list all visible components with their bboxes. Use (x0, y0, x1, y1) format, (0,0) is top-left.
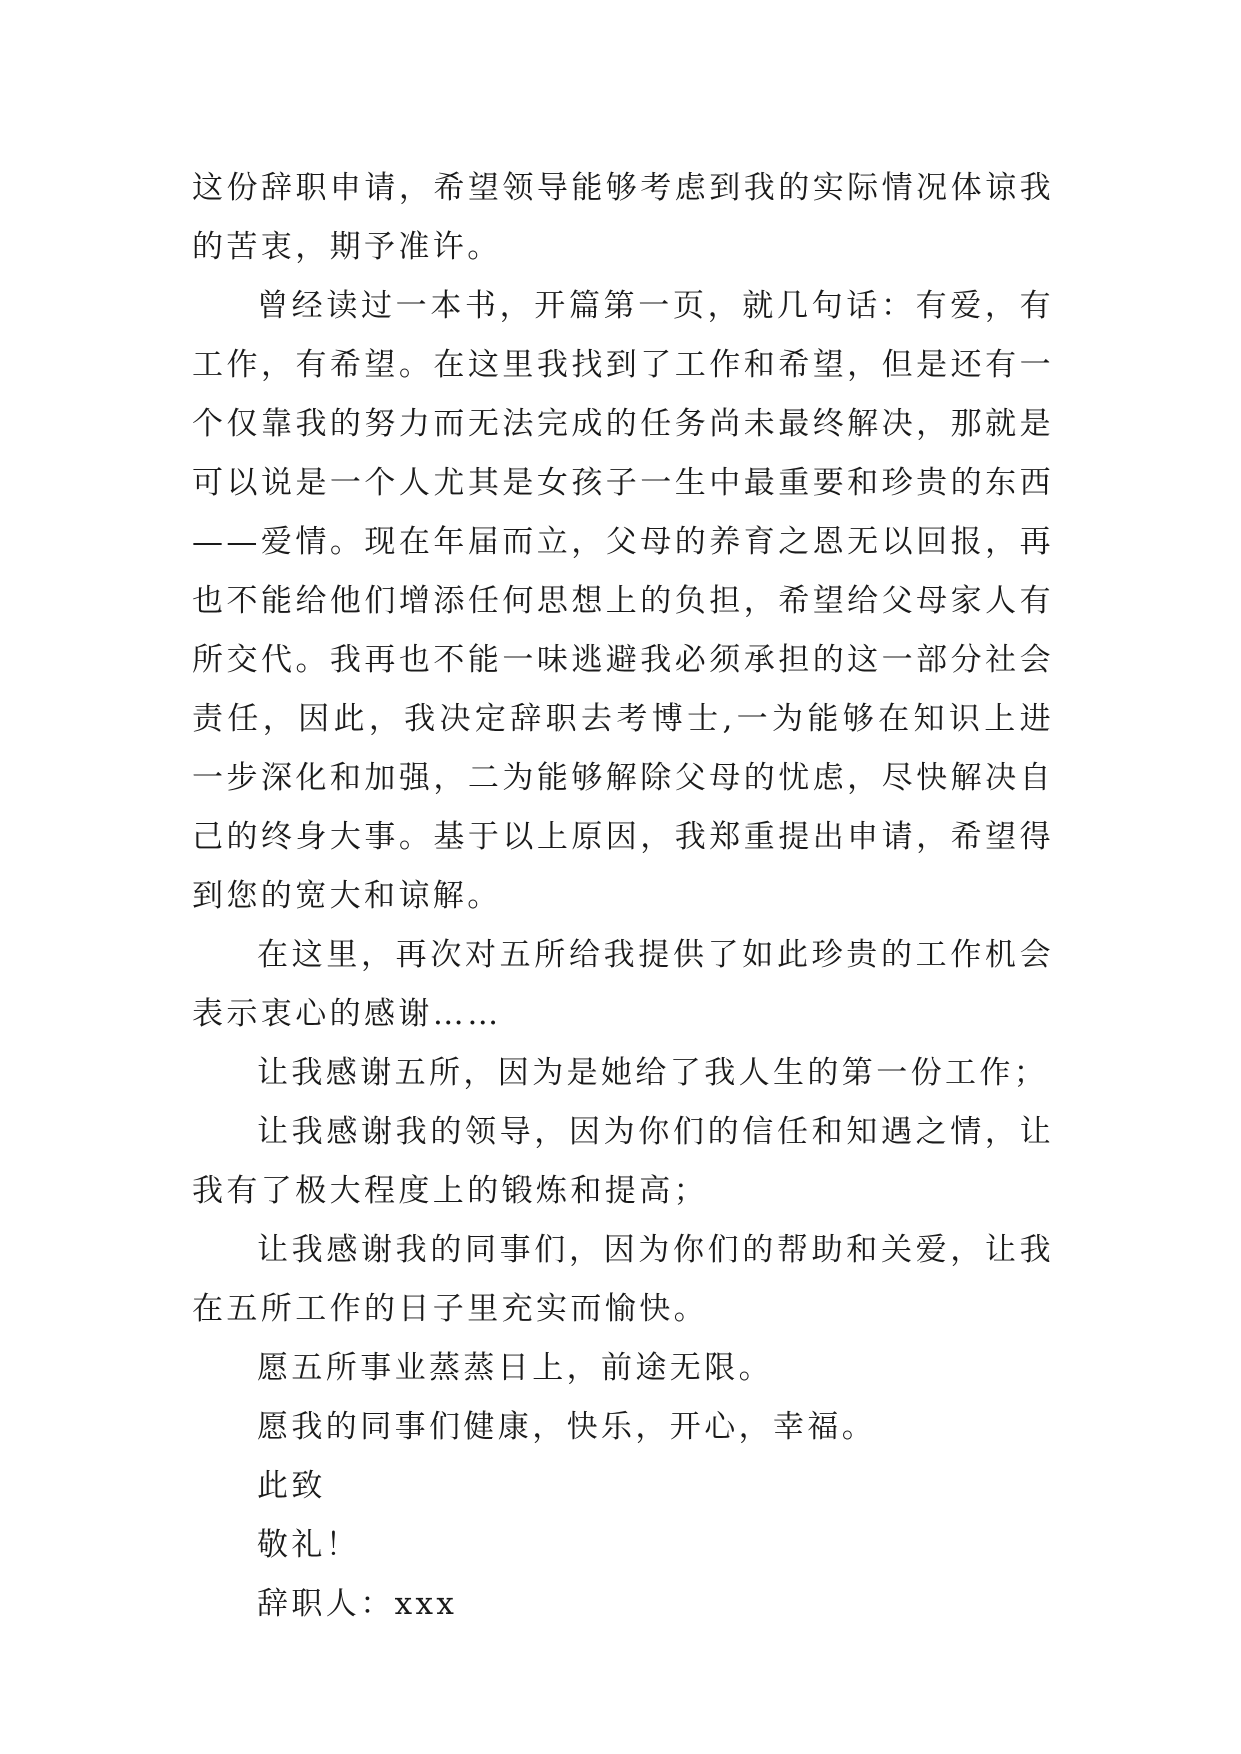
paragraph-thanks-colleagues: 让我感谢我的同事们，因为你们的帮助和关爱，让我在五所工作的日子里充实而愉快。 (192, 1232, 1054, 1327)
paragraph-request-continued: 这份辞职申请，希望领导能够考虑到我的实际情况体谅我的苦衷，期予准许。 (192, 170, 1054, 265)
paragraph-wish-institute: 愿五所事业蒸蒸日上，前途无限。 (257, 1350, 773, 1386)
paragraph-thanks-leaders: 让我感谢我的领导，因为你们的信任和知遇之情，让我有了极大程度上的锻炼和提高； (192, 1114, 1054, 1209)
paragraph-wish-colleagues: 愿我的同事们健康，快乐，开心，幸福。 (257, 1409, 877, 1445)
letter-body (192, 159, 1054, 1634)
closing-salutation: 此致 (257, 1468, 326, 1504)
signature: 辞职人：xxx (257, 1586, 458, 1622)
paragraph-reason: 曾经读过一本书，开篇第一页，就几句话：有爱，有工作，有希望。在这里我找到了工作和希望，但是还有一个仅靠我的努力而无法完成的任务尚未最终解决，那就是可以说是一个人尤其是女孩子一生中最重要和珍贵的东西——爱情。现在年届而立，父母的养育之恩无以回报，再也不能给他们增添任何思想上的负担，希望给父母家人有所交代。我再也不能一味逃避我必须承担的这一部分社会责任，因此，我决定辞职去考博士,一为能够在知识上进一步深化和加强，二为能够解除父母的忧虑，尽快解决自己的终身大事。基于以上原因，我郑重提出申请，希望得到您的宽大和谅解。 (192, 288, 1054, 914)
paragraph-gratitude: 在这里，再次对五所给我提供了如此珍贵的工作机会表示衷心的感谢…… (192, 937, 1054, 1032)
closing-respect: 敬礼！ (257, 1527, 361, 1563)
paragraph-thanks-institute: 让我感谢五所，因为是她给了我人生的第一份工作； (257, 1055, 1049, 1091)
